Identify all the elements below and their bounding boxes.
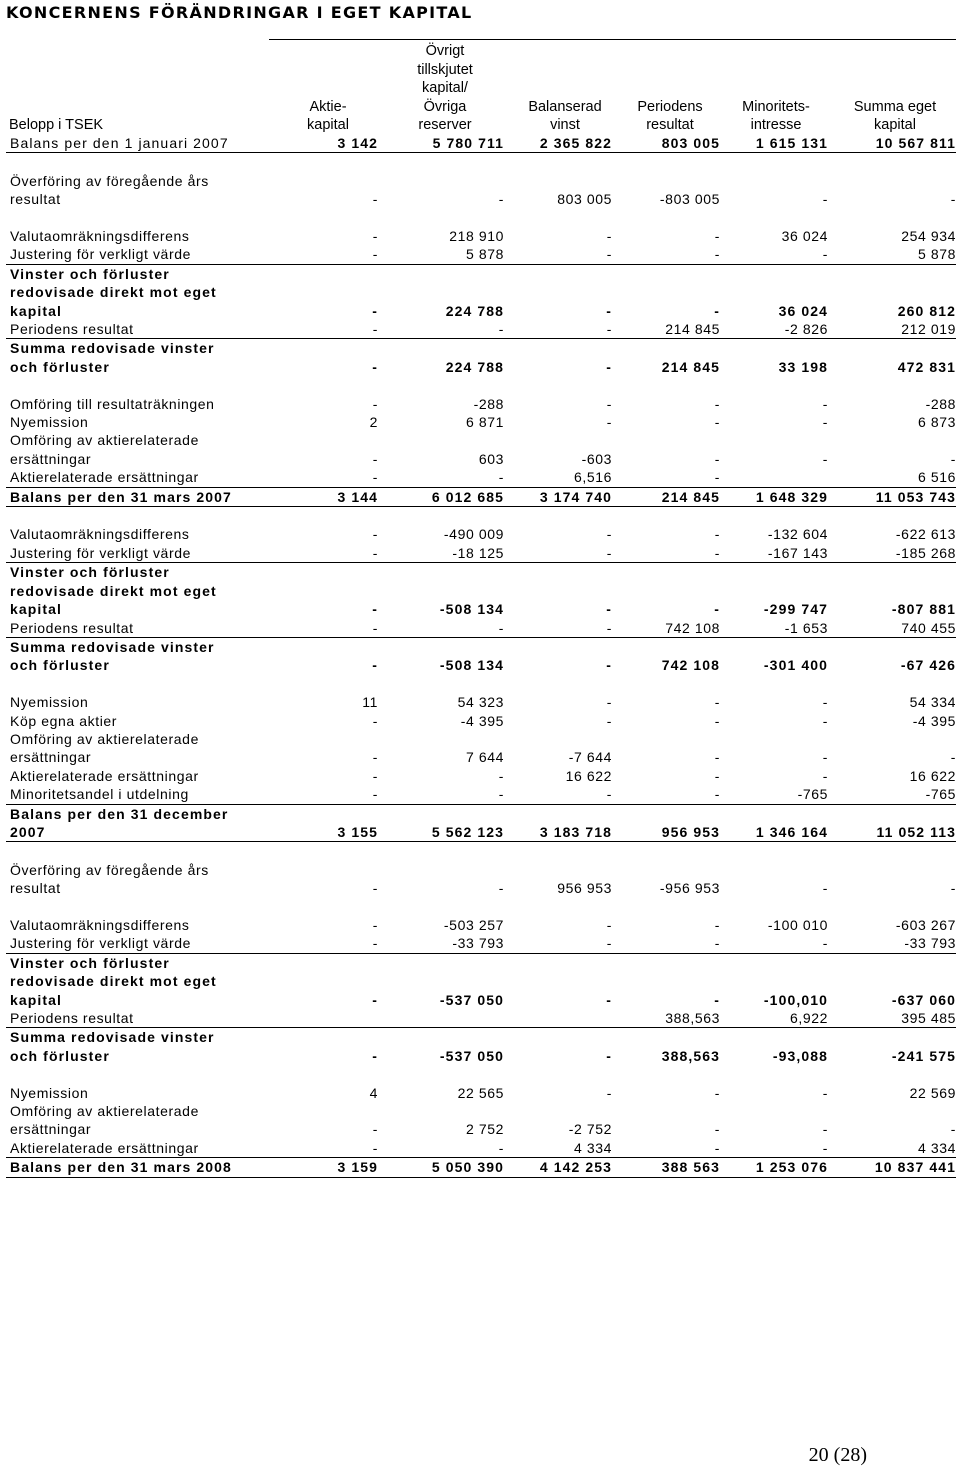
value-cell: -	[714, 1084, 720, 1101]
value-cell: 254 934	[901, 228, 956, 244]
value-cell: 388,563	[661, 1047, 720, 1064]
table-row	[6, 245, 956, 264]
value-cell: -	[714, 601, 720, 618]
value-cell: -	[378, 320, 504, 339]
value-cell: -167 143	[720, 544, 828, 563]
row-label: Vinster och förluster redovisade direkt mot eget kapital	[10, 954, 217, 1008]
row-label: Överföring av föregående års resultat	[10, 861, 209, 897]
col-header-summa-eget-kapital: Summa eget kapital	[853, 98, 937, 134]
value-cell: -	[714, 916, 720, 933]
spacer-cell	[6, 1065, 956, 1083]
value-cell: 22 565	[457, 1084, 504, 1101]
spacer-row	[6, 675, 956, 693]
value-cell: -100,010	[763, 991, 828, 1008]
value-cell: -	[504, 934, 612, 953]
table-row	[6, 172, 956, 209]
value-cell: 1 615 131	[720, 134, 828, 153]
value-cell: -622 613	[895, 526, 956, 543]
value-cell: 388 563	[612, 1158, 720, 1177]
row-label: Nyemission	[10, 414, 89, 431]
value-cell: -	[268, 785, 378, 804]
row-label: Balans per den 31 mars 2008	[6, 1158, 268, 1177]
value-cell: -503 257	[443, 916, 504, 933]
value-cell: -	[606, 916, 612, 933]
value-cell: -	[378, 619, 504, 638]
value-cell: -	[950, 880, 956, 897]
value-cell: 10 837 441	[828, 1158, 956, 1177]
table-row	[6, 264, 956, 320]
value-cell: 11	[362, 694, 378, 711]
value-cell: -	[714, 991, 720, 1008]
value-cell: -18 125	[378, 544, 504, 563]
table-row	[6, 468, 956, 487]
value-cell: -	[498, 191, 504, 208]
value-cell: 5 562 123	[378, 804, 504, 842]
value-cell: 5 050 390	[378, 1158, 504, 1177]
value-cell: -33 793	[828, 934, 956, 953]
value-cell: -	[372, 191, 378, 208]
value-cell: 214 845	[612, 320, 720, 339]
value-cell: -	[714, 228, 720, 244]
col-header-belopp: Belopp i TSEK	[9, 117, 104, 134]
table-row	[6, 693, 956, 711]
value-cell: -	[950, 450, 956, 467]
value-cell: 3 174 740	[504, 487, 612, 506]
value-cell: -	[822, 191, 828, 208]
row-label: Periodens resultat	[6, 320, 268, 339]
value-cell: -185 268	[828, 544, 956, 563]
value-cell: 740 455	[828, 619, 956, 638]
row-label: Summa redovisade vinster och förluster	[10, 638, 215, 674]
value-cell: 224 788	[445, 302, 504, 319]
value-cell: 22 569	[909, 1084, 956, 1101]
row-label: Periodens resultat	[6, 1009, 268, 1028]
value-cell: 3 183 718	[504, 804, 612, 842]
value-cell: -508 134	[439, 657, 504, 674]
value-cell: -	[612, 544, 720, 563]
value-cell: -	[714, 395, 720, 412]
value-cell: -	[606, 395, 612, 412]
row-label: Vinster och förluster redovisade direkt mot eget kapital	[10, 564, 217, 618]
value-cell: -	[372, 767, 378, 784]
table-row	[6, 395, 956, 413]
value-cell: -241 575	[891, 1047, 956, 1064]
value-cell: 742 108	[661, 657, 720, 674]
value-cell: -	[822, 880, 828, 897]
value-cell: 2 365 822	[504, 134, 612, 153]
value-cell: 4 334	[504, 1139, 612, 1158]
table-row	[6, 712, 956, 730]
value-cell: -	[714, 749, 720, 766]
value-cell: 6 516	[828, 468, 956, 487]
value-cell: -603	[581, 450, 612, 467]
row-label: Aktierelaterade ersättningar	[10, 767, 199, 784]
value-cell: -	[378, 468, 504, 487]
table-row	[6, 916, 956, 934]
value-cell: -	[606, 601, 612, 618]
row-label: Balans per den 1 januari 2007	[6, 134, 268, 153]
value-cell: -803 005	[659, 191, 720, 208]
value-cell: 956 953	[557, 880, 612, 897]
value-cell: -	[714, 414, 720, 431]
spacer-cell	[6, 153, 956, 172]
value-cell: -2 826	[720, 320, 828, 339]
table-row	[6, 934, 956, 953]
value-cell: -	[822, 749, 828, 766]
value-cell	[720, 468, 828, 487]
value-cell: -	[720, 245, 828, 264]
value-cell: -	[504, 320, 612, 339]
row-label: Omföring till resultaträkningen	[10, 395, 215, 412]
value-cell: -	[606, 657, 612, 674]
value-cell: -	[504, 785, 612, 804]
table-row	[6, 525, 956, 543]
row-label: Aktierelaterade ersättningar	[6, 468, 268, 487]
value-cell: 260 812	[897, 302, 956, 319]
value-cell: -	[378, 1139, 504, 1158]
value-cell: -132 604	[767, 526, 828, 543]
row-label: Överföring av föregående års resultat	[10, 172, 209, 208]
value-cell: -	[372, 991, 378, 1008]
page-number: 20 (28)	[808, 1444, 867, 1466]
value-cell: -	[372, 712, 378, 729]
value-cell: 54 334	[909, 694, 956, 711]
value-cell: 36 024	[781, 228, 828, 244]
spacer-cell	[6, 842, 956, 861]
value-cell: 212 019	[828, 320, 956, 339]
value-cell: -508 134	[439, 601, 504, 618]
value-cell: -	[714, 1121, 720, 1138]
value-cell: -	[268, 619, 378, 638]
value-cell: -	[268, 1139, 378, 1158]
col-header-minoritetsintresse: Minoritets- intresse	[742, 98, 810, 134]
value-cell: -	[822, 712, 828, 729]
row-label: Aktierelaterade ersättningar	[6, 1139, 268, 1158]
value-cell: 742 108	[612, 619, 720, 638]
value-cell: -	[822, 767, 828, 784]
value-cell: -	[612, 1139, 720, 1158]
value-cell: 218 910	[449, 228, 504, 244]
value-cell: -299 747	[763, 601, 828, 618]
value-cell: -100 010	[767, 916, 828, 933]
page-title: KONCERNENS FÖRÄNDRINGAR I EGET KAPITAL	[6, 3, 473, 22]
row-label: Justering för verkligt värde	[6, 544, 268, 563]
value-cell: -	[612, 934, 720, 953]
spacer-row	[6, 507, 956, 526]
table-row	[6, 767, 956, 785]
value-cell: 603	[478, 450, 504, 467]
col-header-ovriga-reserver: Övrigt tillskjutet kapital/ Övriga reserver	[417, 43, 473, 134]
value-cell: -	[372, 880, 378, 897]
value-cell: -	[268, 245, 378, 264]
value-cell: 6 012 685	[378, 487, 504, 506]
table-row	[6, 953, 956, 1009]
value-cell: 5 878	[378, 245, 504, 264]
table-row	[6, 227, 956, 245]
value-cell: -1 653	[720, 619, 828, 638]
value-cell: 3 142	[268, 134, 378, 153]
value-cell: -2 752	[568, 1121, 612, 1138]
value-cell: -	[504, 619, 612, 638]
value-cell: 11 053 743	[828, 487, 956, 506]
table-row	[6, 544, 956, 563]
value-cell: 10 567 811	[828, 134, 956, 153]
table-row	[6, 730, 956, 767]
value-cell: -	[372, 657, 378, 674]
value-cell: 224 788	[445, 358, 504, 375]
value-cell: 36 024	[778, 302, 828, 319]
value-cell: 1 648 329	[720, 487, 828, 506]
value-cell: -	[268, 934, 378, 953]
value-cell: -	[606, 712, 612, 729]
value-cell: -	[822, 450, 828, 467]
value-cell: 4 142 253	[504, 1158, 612, 1177]
value-cell: -765	[828, 785, 956, 804]
value-cell: -	[822, 414, 828, 431]
row-label: Justering för verkligt värde	[6, 934, 268, 953]
spacer-cell	[6, 507, 956, 526]
value-cell: 16 622	[909, 767, 956, 784]
row-label: Summa redovisade vinster och förluster	[10, 1029, 215, 1064]
table-row	[6, 320, 956, 339]
table-row	[6, 431, 956, 468]
spacer-row	[6, 376, 956, 394]
row-label: Balans per den 31 december 2007	[6, 804, 268, 842]
spacer-cell	[6, 898, 956, 916]
value-cell: 33 198	[778, 358, 828, 375]
value-cell: 1 346 164	[720, 804, 828, 842]
value-cell: -	[612, 468, 720, 487]
value-cell: 3 144	[268, 487, 378, 506]
value-cell	[268, 1009, 378, 1028]
value-cell: -765	[720, 785, 828, 804]
value-cell: -	[714, 450, 720, 467]
value-cell: -	[950, 749, 956, 766]
table-row	[6, 563, 956, 619]
spacer-row	[6, 898, 956, 916]
value-cell: -537 050	[439, 991, 504, 1008]
value-cell: 214 845	[661, 358, 720, 375]
value-cell: -537 050	[439, 1047, 504, 1064]
value-cell: -	[714, 712, 720, 729]
value-cell: 5 780 711	[378, 134, 504, 153]
value-cell: -	[372, 358, 378, 375]
value-cell: 3 159	[268, 1158, 378, 1177]
row-label: Omföring av aktierelaterade ersättningar	[10, 730, 199, 766]
value-cell: -	[720, 1139, 828, 1158]
value-cell: -	[714, 767, 720, 784]
value-cell: 2 752	[465, 1121, 504, 1138]
equity-table-body	[6, 134, 956, 1177]
value-cell: -	[372, 749, 378, 766]
table-row	[6, 637, 956, 674]
value-cell: -956 953	[659, 880, 720, 897]
value-cell: -	[606, 414, 612, 431]
value-cell: -603 267	[895, 916, 956, 933]
value-cell: -	[498, 880, 504, 897]
value-cell: -	[372, 601, 378, 618]
value-cell: -	[372, 916, 378, 933]
table-row	[6, 1084, 956, 1102]
col-header-aktiekapital: Aktie- kapital	[307, 98, 349, 134]
value-cell: -67 426	[900, 657, 956, 674]
value-cell: 5 878	[828, 245, 956, 264]
value-cell: -	[714, 694, 720, 711]
row-label: Balans per den 31 mars 2007	[6, 487, 268, 506]
value-cell: 395 485	[828, 1009, 956, 1028]
value-cell: -807 881	[891, 601, 956, 618]
value-cell: 472 831	[897, 358, 956, 375]
value-cell: -	[950, 191, 956, 208]
table-row	[6, 134, 956, 153]
row-label: Omföring av aktierelaterade ersättningar	[10, 432, 199, 467]
value-cell: -	[268, 544, 378, 563]
value-cell: 388,563	[612, 1009, 720, 1028]
column-headers	[0, 40, 960, 135]
value-cell: 956 953	[612, 804, 720, 842]
col-header-periodens-resultat: Periodens resultat	[637, 98, 703, 134]
value-cell: 6 871	[465, 414, 504, 431]
value-cell: -490 009	[443, 526, 504, 543]
table-row	[6, 1102, 956, 1139]
value-cell: -	[372, 526, 378, 543]
value-cell: 214 845	[612, 487, 720, 506]
value-cell	[504, 1009, 612, 1028]
table-row	[6, 487, 956, 506]
value-cell: -301 400	[763, 657, 828, 674]
spacer-cell	[6, 675, 956, 693]
spacer-row	[6, 153, 956, 172]
value-cell: -	[372, 1047, 378, 1064]
value-cell: -	[378, 785, 504, 804]
value-cell: -	[606, 694, 612, 711]
col-header-balanserad-vinst: Balanserad vinst	[528, 98, 602, 134]
value-cell: -	[822, 1084, 828, 1101]
value-cell: -7 644	[568, 749, 612, 766]
value-cell: -288	[473, 395, 504, 412]
value-cell: -93,088	[772, 1047, 828, 1064]
value-cell: -	[268, 320, 378, 339]
value-cell: -	[498, 767, 504, 784]
table-row	[6, 413, 956, 431]
value-cell: -33 793	[378, 934, 504, 953]
value-cell: -	[372, 395, 378, 412]
spacer-cell	[6, 209, 956, 227]
value-cell: -	[372, 1121, 378, 1138]
value-cell: -	[950, 1121, 956, 1138]
table-row	[6, 1009, 956, 1028]
value-cell: -	[714, 302, 720, 319]
value-cell: -4 395	[912, 712, 956, 729]
value-cell: -	[822, 395, 828, 412]
value-cell: -	[606, 228, 612, 244]
value-cell: -	[720, 934, 828, 953]
value-cell: 4	[369, 1084, 378, 1101]
table-row	[6, 1139, 956, 1158]
row-label: Summa redovisade vinster och förluster	[10, 340, 215, 375]
table-row	[6, 619, 956, 638]
row-label: Valutaomräkningsdifferens	[10, 228, 190, 244]
value-cell: -	[372, 302, 378, 319]
value-cell: -637 060	[891, 991, 956, 1008]
row-label: Omföring av aktierelaterade ersättningar	[10, 1103, 199, 1138]
value-cell: -	[714, 526, 720, 543]
value-cell: -	[612, 785, 720, 804]
value-cell: 7 644	[465, 749, 504, 766]
value-cell: -	[606, 526, 612, 543]
value-cell: -	[606, 1084, 612, 1101]
value-cell: 2	[369, 414, 378, 431]
row-label: Justering för verkligt värde	[6, 245, 268, 264]
spacer-row	[6, 1065, 956, 1083]
table-row	[6, 785, 956, 804]
row-label: Nyemission	[10, 1084, 89, 1101]
value-cell: -288	[925, 395, 956, 412]
value-cell: -	[372, 450, 378, 467]
spacer-cell	[6, 376, 956, 394]
value-cell: -	[606, 302, 612, 319]
table-row	[6, 861, 956, 898]
value-cell: 6,516	[504, 468, 612, 487]
row-label: Vinster och förluster redovisade direkt mot eget kapital	[10, 265, 217, 319]
value-cell: -	[822, 1121, 828, 1138]
value-cell: 803 005	[612, 134, 720, 153]
value-cell: -	[822, 694, 828, 711]
value-cell: -	[606, 991, 612, 1008]
value-cell: 11 052 113	[828, 804, 956, 842]
table-row	[6, 804, 956, 842]
value-cell: -	[268, 468, 378, 487]
table-row	[6, 1028, 956, 1065]
spacer-row	[6, 842, 956, 861]
value-cell: -4 395	[460, 712, 504, 729]
row-label: Valutaomräkningsdifferens	[10, 916, 190, 933]
spacer-row	[6, 209, 956, 227]
value-cell: 54 323	[457, 694, 504, 711]
value-cell: 3 155	[268, 804, 378, 842]
row-label: Minoritetsandel i utdelning	[6, 785, 268, 804]
row-label: Nyemission	[10, 694, 89, 711]
table-row	[6, 1158, 956, 1177]
value-cell: -	[372, 228, 378, 244]
value-cell: -	[504, 544, 612, 563]
value-cell: 6 873	[917, 414, 956, 431]
value-cell: -	[606, 1047, 612, 1064]
value-cell: -	[504, 245, 612, 264]
row-label: Valutaomräkningsdifferens	[10, 526, 190, 543]
value-cell	[378, 1009, 504, 1028]
value-cell: 16 622	[565, 767, 612, 784]
value-cell: -	[606, 358, 612, 375]
value-cell: 1 253 076	[720, 1158, 828, 1177]
value-cell: 4 334	[828, 1139, 956, 1158]
value-cell: 6,922	[720, 1009, 828, 1028]
equity-table	[6, 134, 956, 1178]
value-cell: -	[612, 245, 720, 264]
table-row	[6, 339, 956, 376]
value-cell: 803 005	[557, 191, 612, 208]
row-label: Köp egna aktier	[10, 712, 118, 729]
row-label: Periodens resultat	[6, 619, 268, 638]
